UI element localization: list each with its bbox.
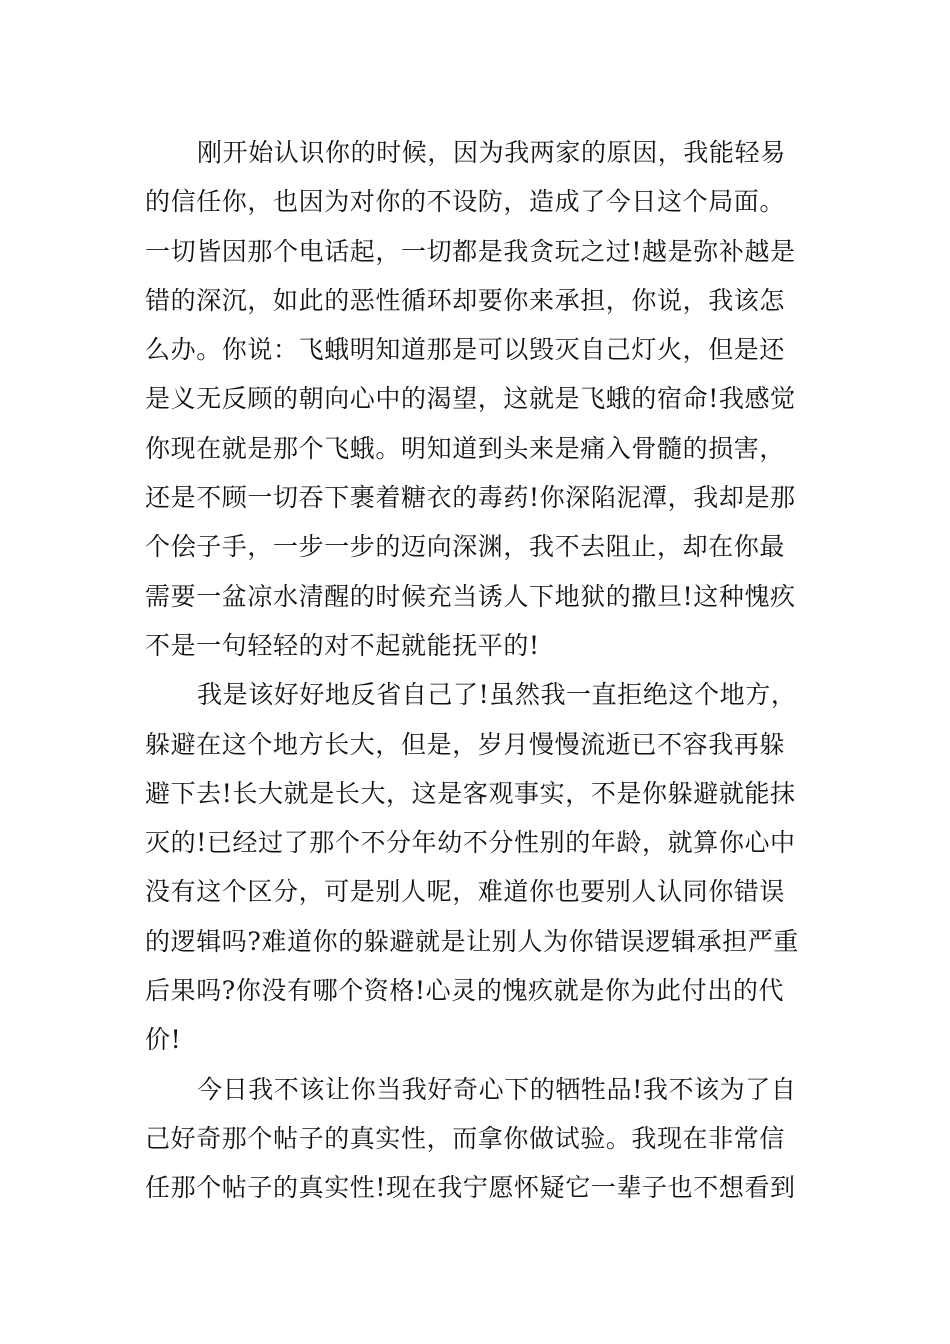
text-line: 刚开始认识你的时候，因为我两家的原因，我能轻易 — [197, 138, 786, 167]
text-line: 己好奇那个帖子的真实性，而拿你做试验。我现在非常信 — [145, 1123, 786, 1153]
text-line: 的逻辑吗?难道你的躲避就是让别人为你错误逻辑承担严重 — [145, 926, 800, 956]
paragraph-2 — [145, 670, 810, 1064]
text-line: 没有这个区分，可是别人呢，难道你也要别人认同你错误 — [145, 877, 786, 907]
text-line: 不是一句轻轻的对不起就能抚平的! — [145, 630, 540, 660]
text-line: 个侩子手，一步一步的迈向深渊，我不去阻止，却在你最 — [145, 532, 786, 562]
document-body — [145, 128, 810, 1213]
text-line: 是义无反顾的朝向心中的渴望，这就是飞蛾的宿命!我感觉 — [145, 384, 796, 414]
text-line: 错的深沉，如此的恶性循环却要你来承担，你说，我该怎 — [145, 285, 786, 315]
text-line: 价! — [145, 1025, 182, 1055]
text-line: 后果吗?你没有哪个资格!心灵的愧疚就是你为此付出的代 — [145, 976, 785, 1006]
text-line: 需要一盆凉水清醒的时候充当诱人下地狱的撒旦!这种愧疚 — [145, 581, 796, 611]
text-line: 任那个帖子的真实性!现在我宁愿怀疑它一辈子也不想看到 — [145, 1173, 796, 1203]
paragraph-1 — [145, 128, 810, 670]
text-line: 今日我不该让你当我好奇心下的牺牲品!我不该为了自 — [197, 1074, 797, 1104]
paragraph-3 — [145, 1065, 810, 1213]
text-line: 还是不顾一切吞下裹着糖衣的毒药!你深陷泥潭，我却是那 — [145, 483, 796, 513]
text-line: 避下去!长大就是长大，这是客观事实，不是你躲避就能抹 — [145, 778, 796, 808]
text-line: 躲避在这个地方长大，但是，岁月慢慢流逝已不容我再躲 — [145, 729, 786, 759]
text-line: 灭的!已经过了那个不分年幼不分性别的年龄，就算你心中 — [145, 828, 796, 858]
text-line: 的信任你，也因为对你的不设防，造成了今日这个局面。 — [145, 187, 786, 217]
text-line: 你现在就是那个飞蛾。明知道到头来是痛入骨髓的损害， — [145, 433, 786, 463]
text-line: 一切皆因那个电话起，一切都是我贪玩之过!越是弥补越是 — [145, 236, 796, 266]
text-line: 么办。你说：飞蛾明知道那是可以毁灭自己灯火，但是还 — [145, 335, 786, 365]
text-line: 我是该好好地反省自己了!虽然我一直拒绝这个地方， — [197, 680, 797, 710]
